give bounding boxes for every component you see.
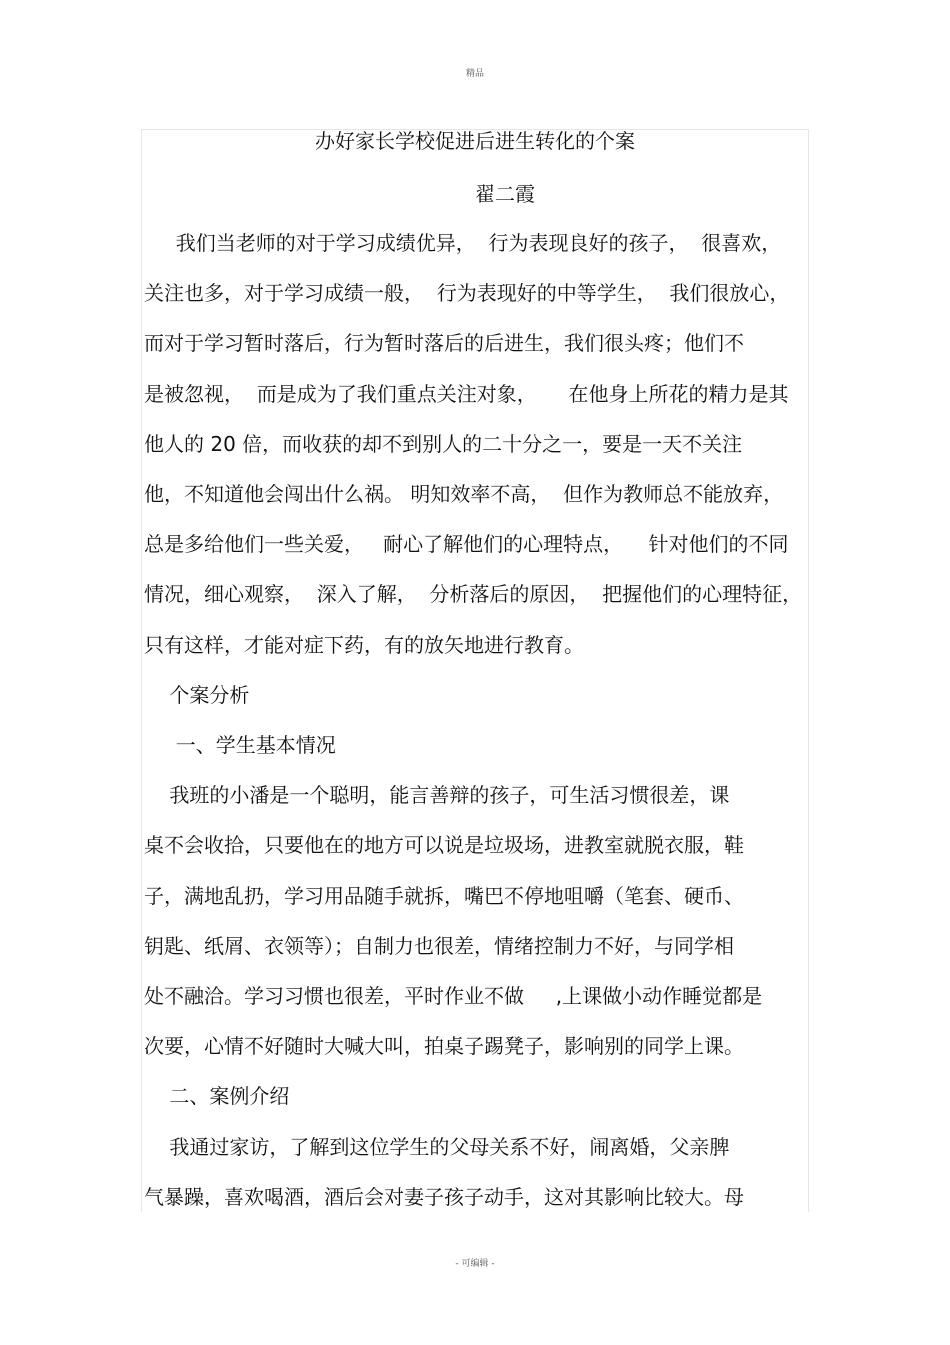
paragraph-line: 我班的小潘是一个聪明，能言善辩的孩子，可生活习惯很差，课 — [144, 783, 730, 807]
paragraph-line: 桌不会收拾，只要他在的地方可以说是垃圾场，进教室就脱衣服，鞋 — [144, 833, 744, 857]
paragraph-line: 而对于学习暂时落后，行为暂时落后的后进生，我们很头疼；他们不 — [144, 331, 744, 355]
paragraph-line: 处不融洽。学习习惯也很差，平时作业不做 ,上课做小动作睡觉都是 — [144, 984, 763, 1008]
paragraph-line: 我通过家访，了解到这位学生的父母关系不好，闹离婚，父亲脾 — [144, 1135, 730, 1159]
paragraph-line: 次要，心情不好随时大喊大叫，拍桌子踢凳子，影响别的同学上课。 — [144, 1034, 744, 1058]
paragraph-line: 钥匙、纸屑、衣领等）；自制力也很差，情绪控制力不好，与同学相 — [144, 934, 734, 958]
paragraph-line: 二、案例介绍 — [144, 1084, 290, 1108]
paragraph-line: 关注也多，对于学习成绩一般， 行为表现好的中等学生， 我们很放心， — [144, 281, 790, 305]
paragraph-line: 子，满地乱扔，学习用品随手就拆，嘴巴不停地咀嚼（笔套、硬币、 — [144, 884, 744, 908]
paragraph-line: 他，不知道他会闯出什么祸。 明知效率不高， 但作为教师总不能放弃， — [144, 482, 784, 506]
header-watermark: 精品 — [465, 69, 484, 79]
document-title: 办好家长学校促进后进生转化的个案 — [315, 129, 635, 153]
paragraph-line: 只有这样，才能对症下药，有的放矢地进行教育。 — [144, 633, 584, 657]
paragraph-line: 他人的 20 倍，而收获的却不到别人的二十分之一，要是一天不关注 — [144, 432, 743, 456]
paragraph-line: 一、学生基本情况 — [144, 733, 336, 757]
paragraph-line: 我们当老师的对于学习成绩优异， 行为表现良好的孩子， 很喜欢， — [144, 231, 782, 255]
paragraph-line: 情况，细心观察， 深入了解， 分析落后的原因， 把握他们的心理特征， — [144, 582, 803, 606]
paragraph-line: 个案分析 — [144, 683, 250, 707]
paragraph-line: 气暴躁，喜欢喝酒，酒后会对妻子孩子动手，这对其影响比较大。母 — [144, 1185, 744, 1209]
paragraph-line: 总是多给他们一些关爱， 耐心了解他们的心理特点， 针对他们的不同 — [144, 532, 789, 556]
footer-watermark: - 可编辑 - — [455, 1259, 495, 1269]
paragraph-line: 是被忽视， 而是成为了我们重点关注对象， 在他身上所花的精力是其 — [144, 382, 789, 406]
author-name: 翟二霞 — [475, 182, 535, 206]
